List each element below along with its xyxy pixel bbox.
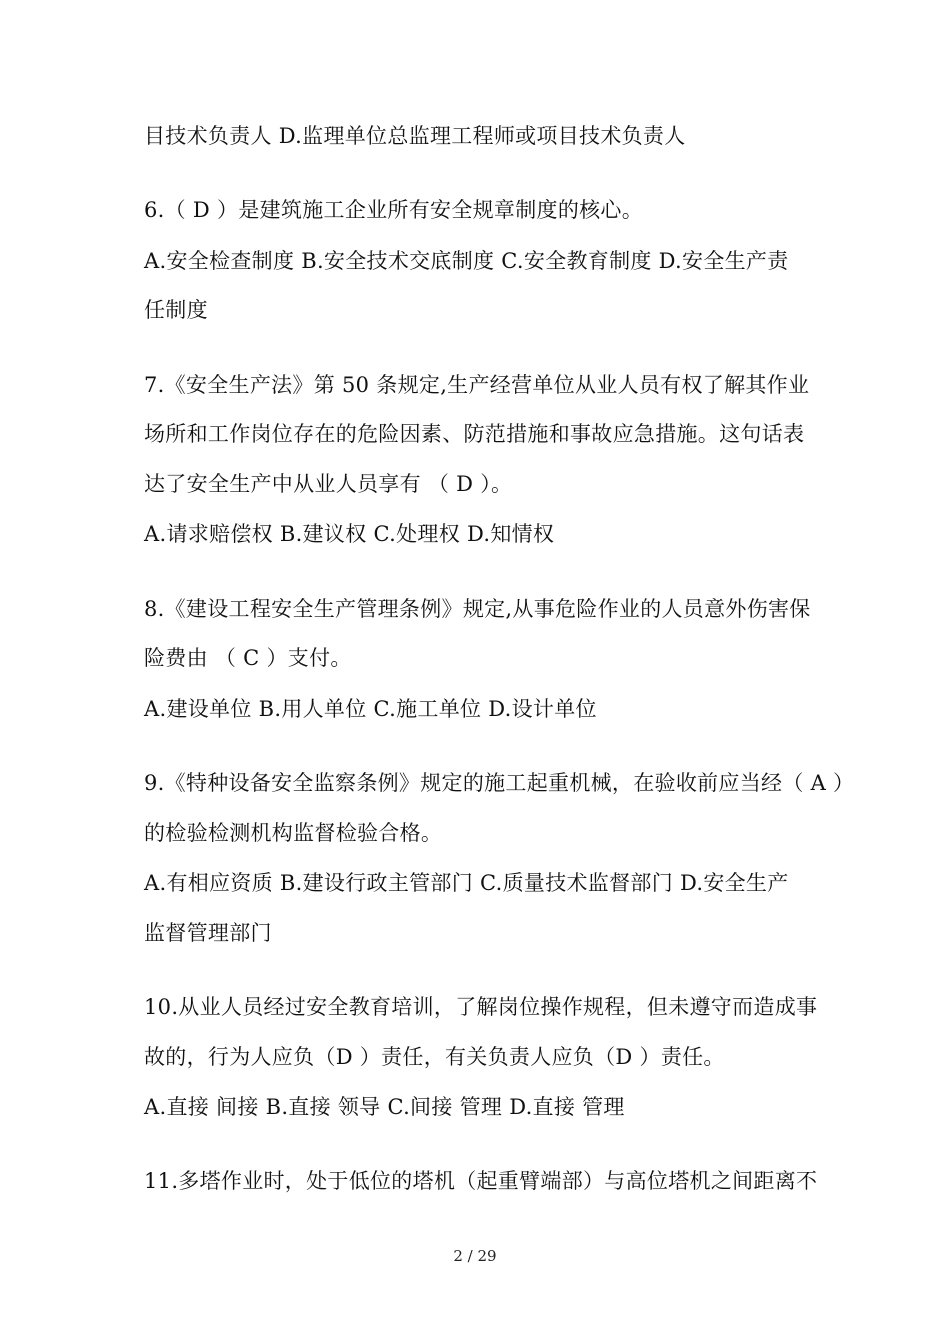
question-7-cont: 场所和工作岗位存在的危险因素、防范措施和事故应急措施。这句话表 xyxy=(144,422,805,446)
question-11: 11.多塔作业时，处于低位的塔机（起重臂端部）与高位塔机之间距离不 xyxy=(144,1169,818,1193)
text-line: 目技术负责人 D.监理单位总监理工程师或项目技术负责人 xyxy=(144,124,686,148)
question-6-options-cont: 任制度 xyxy=(144,298,208,322)
page-number: 2 / 29 xyxy=(453,1247,497,1265)
question-6: 6.（ D ）是建筑施工企业所有安全规章制度的核心。 xyxy=(144,198,644,222)
question-9-options-cont: 监督管理部门 xyxy=(144,921,272,945)
question-9-options: A.有相应资质 B.建设行政主管部门 C.质量技术监督部门 D.安全生产 xyxy=(144,871,789,895)
question-7: 7.《安全生产法》第 50 条规定,生产经营单位从业人员有权了解其作业 xyxy=(144,373,810,397)
question-7-options: A.请求赔偿权 B.建议权 C.处理权 D.知情权 xyxy=(144,522,555,546)
question-9-cont: 的检验检测机构监督检验合格。 xyxy=(144,821,443,845)
question-10-cont: 故的，行为人应负（D ）责任，有关负责人应负（D ）责任。 xyxy=(144,1045,725,1069)
question-10-options: A.直接 间接 B.直接 领导 C.间接 管理 D.直接 管理 xyxy=(144,1095,625,1119)
question-7-cont: 达了安全生产中从业人员享有 （ D ）。 xyxy=(144,472,513,496)
question-8: 8.《建设工程安全生产管理条例》规定,从事危险作业的人员意外伤害保 xyxy=(144,597,811,621)
question-8-cont: 险费由 （ C ）支付。 xyxy=(144,646,352,670)
question-10: 10.从业人员经过安全教育培训，了解岗位操作规程，但未遵守而造成事 xyxy=(144,995,818,1019)
question-9: 9.《特种设备安全监察条例》规定的施工起重机械，在验收前应当经（ A ） xyxy=(144,771,855,795)
question-6-options: A.安全检查制度 B.安全技术交底制度 C.安全教育制度 D.安全生产责 xyxy=(144,249,789,273)
question-8-options: A.建设单位 B.用人单位 C.施工单位 D.设计单位 xyxy=(144,697,597,721)
